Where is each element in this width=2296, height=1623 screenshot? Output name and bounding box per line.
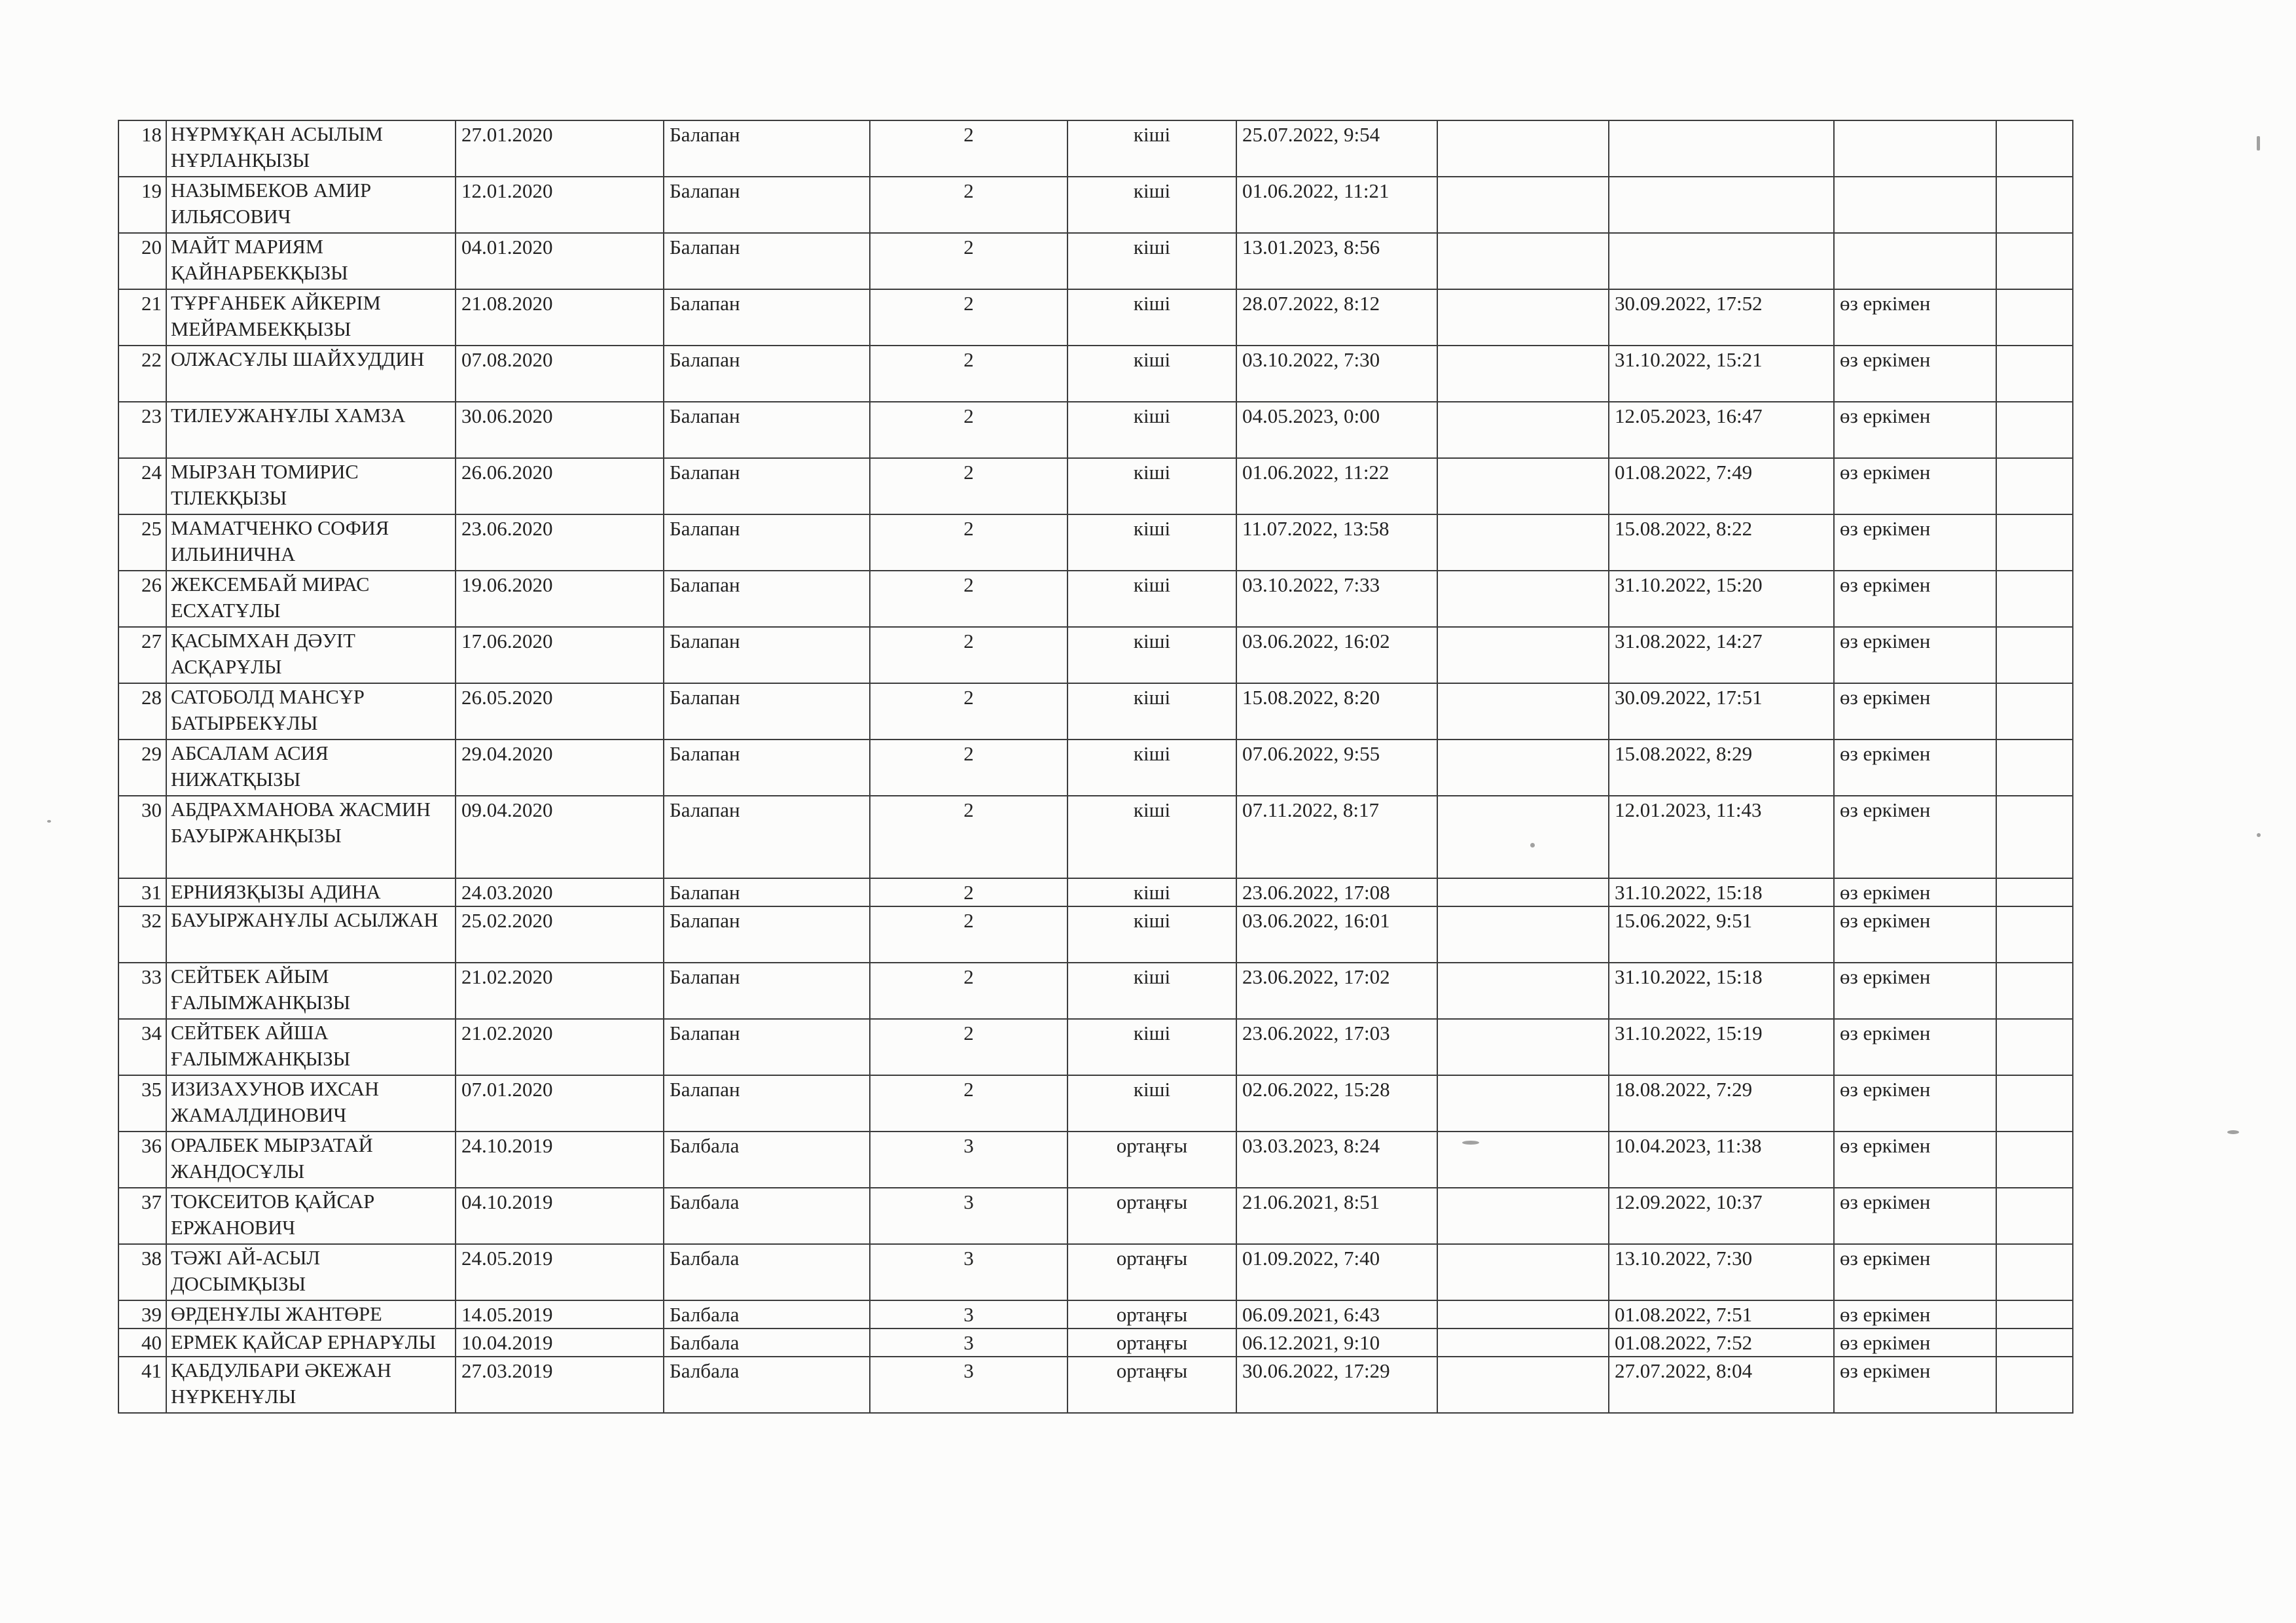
row-number: 27	[118, 627, 166, 683]
note-cell	[1996, 346, 2073, 402]
enrollment-date: 07.11.2022, 8:17	[1236, 796, 1437, 878]
row-number: 40	[118, 1329, 166, 1357]
enrollment-date: 06.09.2021, 6:43	[1236, 1300, 1437, 1329]
leaving-reason: өз еркімен	[1834, 458, 1996, 514]
group-level: ортаңғы	[1067, 1329, 1236, 1357]
order-cell	[1437, 1357, 1609, 1413]
child-name: ЖЕКСЕМБАЙ МИРАС ЕСХАТҰЛЫ	[166, 571, 456, 627]
child-name: АБСАЛАМ АСИЯ НИЖАТҚЫЗЫ	[166, 740, 456, 796]
note-cell	[1996, 1244, 2073, 1300]
age-group: 2	[870, 740, 1067, 796]
table-row	[118, 177, 2073, 233]
age-group: 2	[870, 177, 1067, 233]
note-cell	[1996, 514, 2073, 571]
group-name: Балапан	[664, 289, 870, 346]
leaving-reason: өз еркімен	[1834, 627, 1996, 683]
group-level: кіші	[1067, 120, 1236, 177]
leaving-reason: өз еркімен	[1834, 289, 1996, 346]
group-level: ортаңғы	[1067, 1357, 1236, 1413]
leaving-date	[1609, 120, 1834, 177]
group-level: кіші	[1067, 627, 1236, 683]
row-number: 41	[118, 1357, 166, 1413]
birth-date: 25.02.2020	[456, 906, 664, 963]
birth-date: 30.06.2020	[456, 402, 664, 458]
table-row	[118, 683, 2073, 740]
leaving-date: 31.10.2022, 15:20	[1609, 571, 1834, 627]
group-level: кіші	[1067, 1075, 1236, 1132]
age-group: 2	[870, 906, 1067, 963]
note-cell	[1996, 1075, 2073, 1132]
row-number: 23	[118, 402, 166, 458]
note-cell	[1996, 1132, 2073, 1188]
birth-date: 14.05.2019	[456, 1300, 664, 1329]
birth-date: 12.01.2020	[456, 177, 664, 233]
child-name: ИЗИЗАХУНОВ ИХСАН ЖАМАЛДИНОВИЧ	[166, 1075, 456, 1132]
row-number: 26	[118, 571, 166, 627]
leaving-date: 12.05.2023, 16:47	[1609, 402, 1834, 458]
order-cell	[1437, 627, 1609, 683]
child-name: ТИЛЕУЖАНҰЛЫ ХАМЗА	[166, 402, 456, 458]
leaving-date: 30.09.2022, 17:52	[1609, 289, 1834, 346]
leaving-date	[1609, 233, 1834, 289]
leaving-reason: өз еркімен	[1834, 1188, 1996, 1244]
group-level: кіші	[1067, 796, 1236, 878]
row-number: 39	[118, 1300, 166, 1329]
table-row	[118, 1244, 2073, 1300]
age-group: 2	[870, 514, 1067, 571]
age-group: 2	[870, 458, 1067, 514]
birth-date: 24.10.2019	[456, 1132, 664, 1188]
order-cell	[1437, 740, 1609, 796]
age-group: 2	[870, 683, 1067, 740]
row-number: 32	[118, 906, 166, 963]
birth-date: 27.03.2019	[456, 1357, 664, 1413]
leaving-reason: өз еркімен	[1834, 906, 1996, 963]
row-number: 34	[118, 1019, 166, 1075]
leaving-date: 31.10.2022, 15:19	[1609, 1019, 1834, 1075]
row-number: 35	[118, 1075, 166, 1132]
group-name: Балапан	[664, 571, 870, 627]
leaving-reason: өз еркімен	[1834, 1075, 1996, 1132]
leaving-reason: өз еркімен	[1834, 571, 1996, 627]
group-name: Балапан	[664, 963, 870, 1019]
order-cell	[1437, 906, 1609, 963]
order-cell	[1437, 120, 1609, 177]
leaving-reason: өз еркімен	[1834, 1019, 1996, 1075]
enrollment-date: 30.06.2022, 17:29	[1236, 1357, 1437, 1413]
child-name: ТӘЖІ АЙ-АСЫЛ ДОСЫМҚЫЗЫ	[166, 1244, 456, 1300]
leaving-date: 15.08.2022, 8:29	[1609, 740, 1834, 796]
enrollment-date: 04.05.2023, 0:00	[1236, 402, 1437, 458]
group-name: Балапан	[664, 120, 870, 177]
leaving-date: 31.10.2022, 15:18	[1609, 878, 1834, 906]
birth-date: 04.01.2020	[456, 233, 664, 289]
enrollment-date: 28.07.2022, 8:12	[1236, 289, 1437, 346]
group-level: кіші	[1067, 402, 1236, 458]
table-row	[118, 402, 2073, 458]
note-cell	[1996, 458, 2073, 514]
scan-speck	[2257, 136, 2260, 151]
group-level: кіші	[1067, 1019, 1236, 1075]
scan-speck	[47, 820, 51, 823]
age-group: 3	[870, 1188, 1067, 1244]
table-row	[118, 233, 2073, 289]
age-group: 2	[870, 289, 1067, 346]
group-level: кіші	[1067, 346, 1236, 402]
child-name: САТОБОЛД МАНСҰР БАТЫРБЕКҰЛЫ	[166, 683, 456, 740]
order-cell	[1437, 177, 1609, 233]
enrollment-date: 01.06.2022, 11:21	[1236, 177, 1437, 233]
group-name: Балбала	[664, 1188, 870, 1244]
order-cell	[1437, 1019, 1609, 1075]
leaving-reason: өз еркімен	[1834, 963, 1996, 1019]
child-name: ҚАБДУЛБАРИ ӘКЕЖАН НҰРКЕНҰЛЫ	[166, 1357, 456, 1413]
birth-date: 04.10.2019	[456, 1188, 664, 1244]
birth-date: 07.01.2020	[456, 1075, 664, 1132]
group-name: Балапан	[664, 514, 870, 571]
order-cell	[1437, 402, 1609, 458]
group-level: кіші	[1067, 740, 1236, 796]
row-number: 36	[118, 1132, 166, 1188]
note-cell	[1996, 627, 2073, 683]
enrollment-date: 01.09.2022, 7:40	[1236, 1244, 1437, 1300]
group-name: Балапан	[664, 458, 870, 514]
table-row	[118, 796, 2073, 878]
child-name: СЕЙТБЕК АЙША ҒАЛЫМЖАНҚЫЗЫ	[166, 1019, 456, 1075]
leaving-reason: өз еркімен	[1834, 1357, 1996, 1413]
leaving-date	[1609, 177, 1834, 233]
leaving-date: 01.08.2022, 7:52	[1609, 1329, 1834, 1357]
order-cell	[1437, 963, 1609, 1019]
enrollment-date: 03.10.2022, 7:30	[1236, 346, 1437, 402]
group-name: Балбала	[664, 1132, 870, 1188]
group-name: Балапан	[664, 796, 870, 878]
table-row	[118, 1132, 2073, 1188]
leaving-reason: өз еркімен	[1834, 796, 1996, 878]
enrollment-date: 03.06.2022, 16:01	[1236, 906, 1437, 963]
birth-date: 24.05.2019	[456, 1244, 664, 1300]
enrollment-date: 13.01.2023, 8:56	[1236, 233, 1437, 289]
table-row	[118, 963, 2073, 1019]
leaving-date: 18.08.2022, 7:29	[1609, 1075, 1834, 1132]
leaving-reason: өз еркімен	[1834, 1300, 1996, 1329]
note-cell	[1996, 1329, 2073, 1357]
enrollment-date: 23.06.2022, 17:03	[1236, 1019, 1437, 1075]
leaving-reason: өз еркімен	[1834, 1244, 1996, 1300]
scan-speck	[1530, 843, 1535, 847]
child-name: ОЛЖАСҰЛЫ ШАЙХУДДИН	[166, 346, 456, 402]
enrollment-date: 21.06.2021, 8:51	[1236, 1188, 1437, 1244]
leaving-reason	[1834, 233, 1996, 289]
age-group: 3	[870, 1329, 1067, 1357]
enrollment-date: 11.07.2022, 13:58	[1236, 514, 1437, 571]
age-group: 2	[870, 796, 1067, 878]
leaving-reason: өз еркімен	[1834, 878, 1996, 906]
child-name: ТОКСЕИТОВ ҚАЙСАР ЕРЖАНОВИЧ	[166, 1188, 456, 1244]
order-cell	[1437, 571, 1609, 627]
group-level: кіші	[1067, 233, 1236, 289]
enrollment-date: 02.06.2022, 15:28	[1236, 1075, 1437, 1132]
leaving-reason: өз еркімен	[1834, 683, 1996, 740]
note-cell	[1996, 402, 2073, 458]
order-cell	[1437, 1329, 1609, 1357]
child-name: ТҰРҒАНБЕК АЙКЕРІМ МЕЙРАМБЕКҚЫЗЫ	[166, 289, 456, 346]
row-number: 33	[118, 963, 166, 1019]
table-row	[118, 120, 2073, 177]
child-name: МАЙТ МАРИЯМ ҚАЙНАРБЕКҚЫЗЫ	[166, 233, 456, 289]
row-number: 28	[118, 683, 166, 740]
table-row	[118, 1075, 2073, 1132]
age-group: 2	[870, 402, 1067, 458]
child-name: ӨРДЕНҰЛЫ ЖАНТӨРЕ	[166, 1300, 456, 1329]
note-cell	[1996, 571, 2073, 627]
row-number: 25	[118, 514, 166, 571]
group-name: Балапан	[664, 1075, 870, 1132]
note-cell	[1996, 1188, 2073, 1244]
age-group: 3	[870, 1244, 1067, 1300]
enrollment-date: 03.03.2023, 8:24	[1236, 1132, 1437, 1188]
child-name: СЕЙТБЕК АЙЫМ ҒАЛЫМЖАНҚЫЗЫ	[166, 963, 456, 1019]
leaving-date: 27.07.2022, 8:04	[1609, 1357, 1834, 1413]
enrollment-date: 03.10.2022, 7:33	[1236, 571, 1437, 627]
enrollment-date: 15.08.2022, 8:20	[1236, 683, 1437, 740]
age-group: 2	[870, 878, 1067, 906]
order-cell	[1437, 878, 1609, 906]
leaving-reason: өз еркімен	[1834, 1132, 1996, 1188]
child-name: АБДРАХМАНОВА ЖАСМИН БАУЫРЖАНҚЫЗЫ	[166, 796, 456, 878]
group-level: кіші	[1067, 571, 1236, 627]
note-cell	[1996, 1357, 2073, 1413]
table-row	[118, 1300, 2073, 1329]
scan-speck	[2227, 1130, 2239, 1134]
leaving-reason: өз еркімен	[1834, 402, 1996, 458]
birth-date: 23.06.2020	[456, 514, 664, 571]
enrollment-date: 23.06.2022, 17:08	[1236, 878, 1437, 906]
note-cell	[1996, 796, 2073, 878]
age-group: 3	[870, 1357, 1067, 1413]
birth-date: 17.06.2020	[456, 627, 664, 683]
enrollment-table	[118, 120, 2073, 1414]
table-row	[118, 1357, 2073, 1413]
row-number: 37	[118, 1188, 166, 1244]
leaving-date: 01.08.2022, 7:51	[1609, 1300, 1834, 1329]
age-group: 2	[870, 627, 1067, 683]
order-cell	[1437, 683, 1609, 740]
age-group: 2	[870, 1019, 1067, 1075]
scan-speck	[2257, 833, 2261, 837]
group-level: кіші	[1067, 906, 1236, 963]
group-name: Балбала	[664, 1329, 870, 1357]
row-number: 19	[118, 177, 166, 233]
order-cell	[1437, 1188, 1609, 1244]
leaving-reason: өз еркімен	[1834, 346, 1996, 402]
order-cell	[1437, 796, 1609, 878]
group-level: ортаңғы	[1067, 1188, 1236, 1244]
group-level: кіші	[1067, 683, 1236, 740]
leaving-date: 12.01.2023, 11:43	[1609, 796, 1834, 878]
birth-date: 29.04.2020	[456, 740, 664, 796]
row-number: 38	[118, 1244, 166, 1300]
birth-date: 19.06.2020	[456, 571, 664, 627]
table-row	[118, 1188, 2073, 1244]
note-cell	[1996, 1019, 2073, 1075]
leaving-date: 31.10.2022, 15:21	[1609, 346, 1834, 402]
group-name: Балапан	[664, 740, 870, 796]
age-group: 3	[870, 1132, 1067, 1188]
group-name: Балапан	[664, 683, 870, 740]
child-name: МАМАТЧЕНКО СОФИЯ ИЛЬИНИЧНА	[166, 514, 456, 571]
order-cell	[1437, 1300, 1609, 1329]
group-level: кіші	[1067, 458, 1236, 514]
birth-date: 10.04.2019	[456, 1329, 664, 1357]
birth-date: 26.05.2020	[456, 683, 664, 740]
age-group: 2	[870, 963, 1067, 1019]
note-cell	[1996, 963, 2073, 1019]
order-cell	[1437, 289, 1609, 346]
group-level: кіші	[1067, 514, 1236, 571]
note-cell	[1996, 878, 2073, 906]
group-level: ортаңғы	[1067, 1132, 1236, 1188]
row-number: 21	[118, 289, 166, 346]
group-level: ортаңғы	[1067, 1300, 1236, 1329]
leaving-date: 31.08.2022, 14:27	[1609, 627, 1834, 683]
leaving-reason: өз еркімен	[1834, 740, 1996, 796]
table-row	[118, 571, 2073, 627]
order-cell	[1437, 233, 1609, 289]
child-name: БАУЫРЖАНҰЛЫ АСЫЛЖАН	[166, 906, 456, 963]
child-name: ЕРНИЯЗҚЫЗЫ АДИНА	[166, 878, 456, 906]
leaving-date: 31.10.2022, 15:18	[1609, 963, 1834, 1019]
group-name: Балапан	[664, 233, 870, 289]
leaving-date: 12.09.2022, 10:37	[1609, 1188, 1834, 1244]
age-group: 2	[870, 571, 1067, 627]
table-row	[118, 458, 2073, 514]
enrollment-date: 07.06.2022, 9:55	[1236, 740, 1437, 796]
note-cell	[1996, 906, 2073, 963]
group-name: Балапан	[664, 1019, 870, 1075]
table-row	[118, 878, 2073, 906]
row-number: 31	[118, 878, 166, 906]
group-level: кіші	[1067, 289, 1236, 346]
order-cell	[1437, 458, 1609, 514]
group-name: Балбала	[664, 1300, 870, 1329]
child-name: НАЗЫМБЕКОВ АМИР ИЛЬЯСОВИЧ	[166, 177, 456, 233]
note-cell	[1996, 177, 2073, 233]
row-number: 24	[118, 458, 166, 514]
row-number: 22	[118, 346, 166, 402]
group-name: Балбала	[664, 1244, 870, 1300]
leaving-date: 15.06.2022, 9:51	[1609, 906, 1834, 963]
note-cell	[1996, 683, 2073, 740]
enrollment-date: 23.06.2022, 17:02	[1236, 963, 1437, 1019]
birth-date: 27.01.2020	[456, 120, 664, 177]
order-cell	[1437, 1244, 1609, 1300]
order-cell	[1437, 514, 1609, 571]
child-name: ЕРМЕК ҚАЙСАР ЕРНАРҰЛЫ	[166, 1329, 456, 1357]
enrollment-date: 01.06.2022, 11:22	[1236, 458, 1437, 514]
birth-date: 07.08.2020	[456, 346, 664, 402]
leaving-date: 13.10.2022, 7:30	[1609, 1244, 1834, 1300]
table-row	[118, 514, 2073, 571]
group-level: ортаңғы	[1067, 1244, 1236, 1300]
row-number: 29	[118, 740, 166, 796]
table-row	[118, 289, 2073, 346]
child-name: ОРАЛБЕК МЫРЗАТАЙ ЖАНДОСҰЛЫ	[166, 1132, 456, 1188]
table-row	[118, 740, 2073, 796]
row-number: 20	[118, 233, 166, 289]
enrollment-date: 06.12.2021, 9:10	[1236, 1329, 1437, 1357]
age-group: 2	[870, 233, 1067, 289]
leaving-date: 15.08.2022, 8:22	[1609, 514, 1834, 571]
birth-date: 21.08.2020	[456, 289, 664, 346]
child-name: МЫРЗАН ТОМИРИС ТІЛЕКҚЫЗЫ	[166, 458, 456, 514]
group-name: Балапан	[664, 906, 870, 963]
order-cell	[1437, 1132, 1609, 1188]
leaving-reason: өз еркімен	[1834, 514, 1996, 571]
order-cell	[1437, 346, 1609, 402]
child-name: НҰРМҰҚАН АСЫЛЫМ НҰРЛАНҚЫЗЫ	[166, 120, 456, 177]
group-name: Балбала	[664, 1357, 870, 1413]
birth-date: 21.02.2020	[456, 963, 664, 1019]
birth-date: 21.02.2020	[456, 1019, 664, 1075]
scan-speck	[1462, 1141, 1479, 1145]
birth-date: 24.03.2020	[456, 878, 664, 906]
leaving-reason: өз еркімен	[1834, 1329, 1996, 1357]
note-cell	[1996, 1300, 2073, 1329]
leaving-reason	[1834, 120, 1996, 177]
child-name: ҚАСЫМХАН ДӘУІТ АСҚАРҰЛЫ	[166, 627, 456, 683]
age-group: 3	[870, 1300, 1067, 1329]
note-cell	[1996, 120, 2073, 177]
group-name: Балапан	[664, 346, 870, 402]
leaving-reason	[1834, 177, 1996, 233]
group-name: Балапан	[664, 402, 870, 458]
leaving-date: 01.08.2022, 7:49	[1609, 458, 1834, 514]
row-number: 18	[118, 120, 166, 177]
group-level: кіші	[1067, 878, 1236, 906]
group-name: Балапан	[664, 627, 870, 683]
enrollment-date: 03.06.2022, 16:02	[1236, 627, 1437, 683]
group-name: Балапан	[664, 878, 870, 906]
leaving-date: 10.04.2023, 11:38	[1609, 1132, 1834, 1188]
age-group: 2	[870, 120, 1067, 177]
age-group: 2	[870, 346, 1067, 402]
note-cell	[1996, 740, 2073, 796]
note-cell	[1996, 289, 2073, 346]
table-row	[118, 346, 2073, 402]
table-row	[118, 1019, 2073, 1075]
group-name: Балапан	[664, 177, 870, 233]
birth-date: 09.04.2020	[456, 796, 664, 878]
group-level: кіші	[1067, 177, 1236, 233]
group-level: кіші	[1067, 963, 1236, 1019]
enrollment-date: 25.07.2022, 9:54	[1236, 120, 1437, 177]
table-row	[118, 906, 2073, 963]
leaving-date: 30.09.2022, 17:51	[1609, 683, 1834, 740]
age-group: 2	[870, 1075, 1067, 1132]
row-number: 30	[118, 796, 166, 878]
order-cell	[1437, 1075, 1609, 1132]
birth-date: 26.06.2020	[456, 458, 664, 514]
table-row	[118, 627, 2073, 683]
note-cell	[1996, 233, 2073, 289]
table-row	[118, 1329, 2073, 1357]
